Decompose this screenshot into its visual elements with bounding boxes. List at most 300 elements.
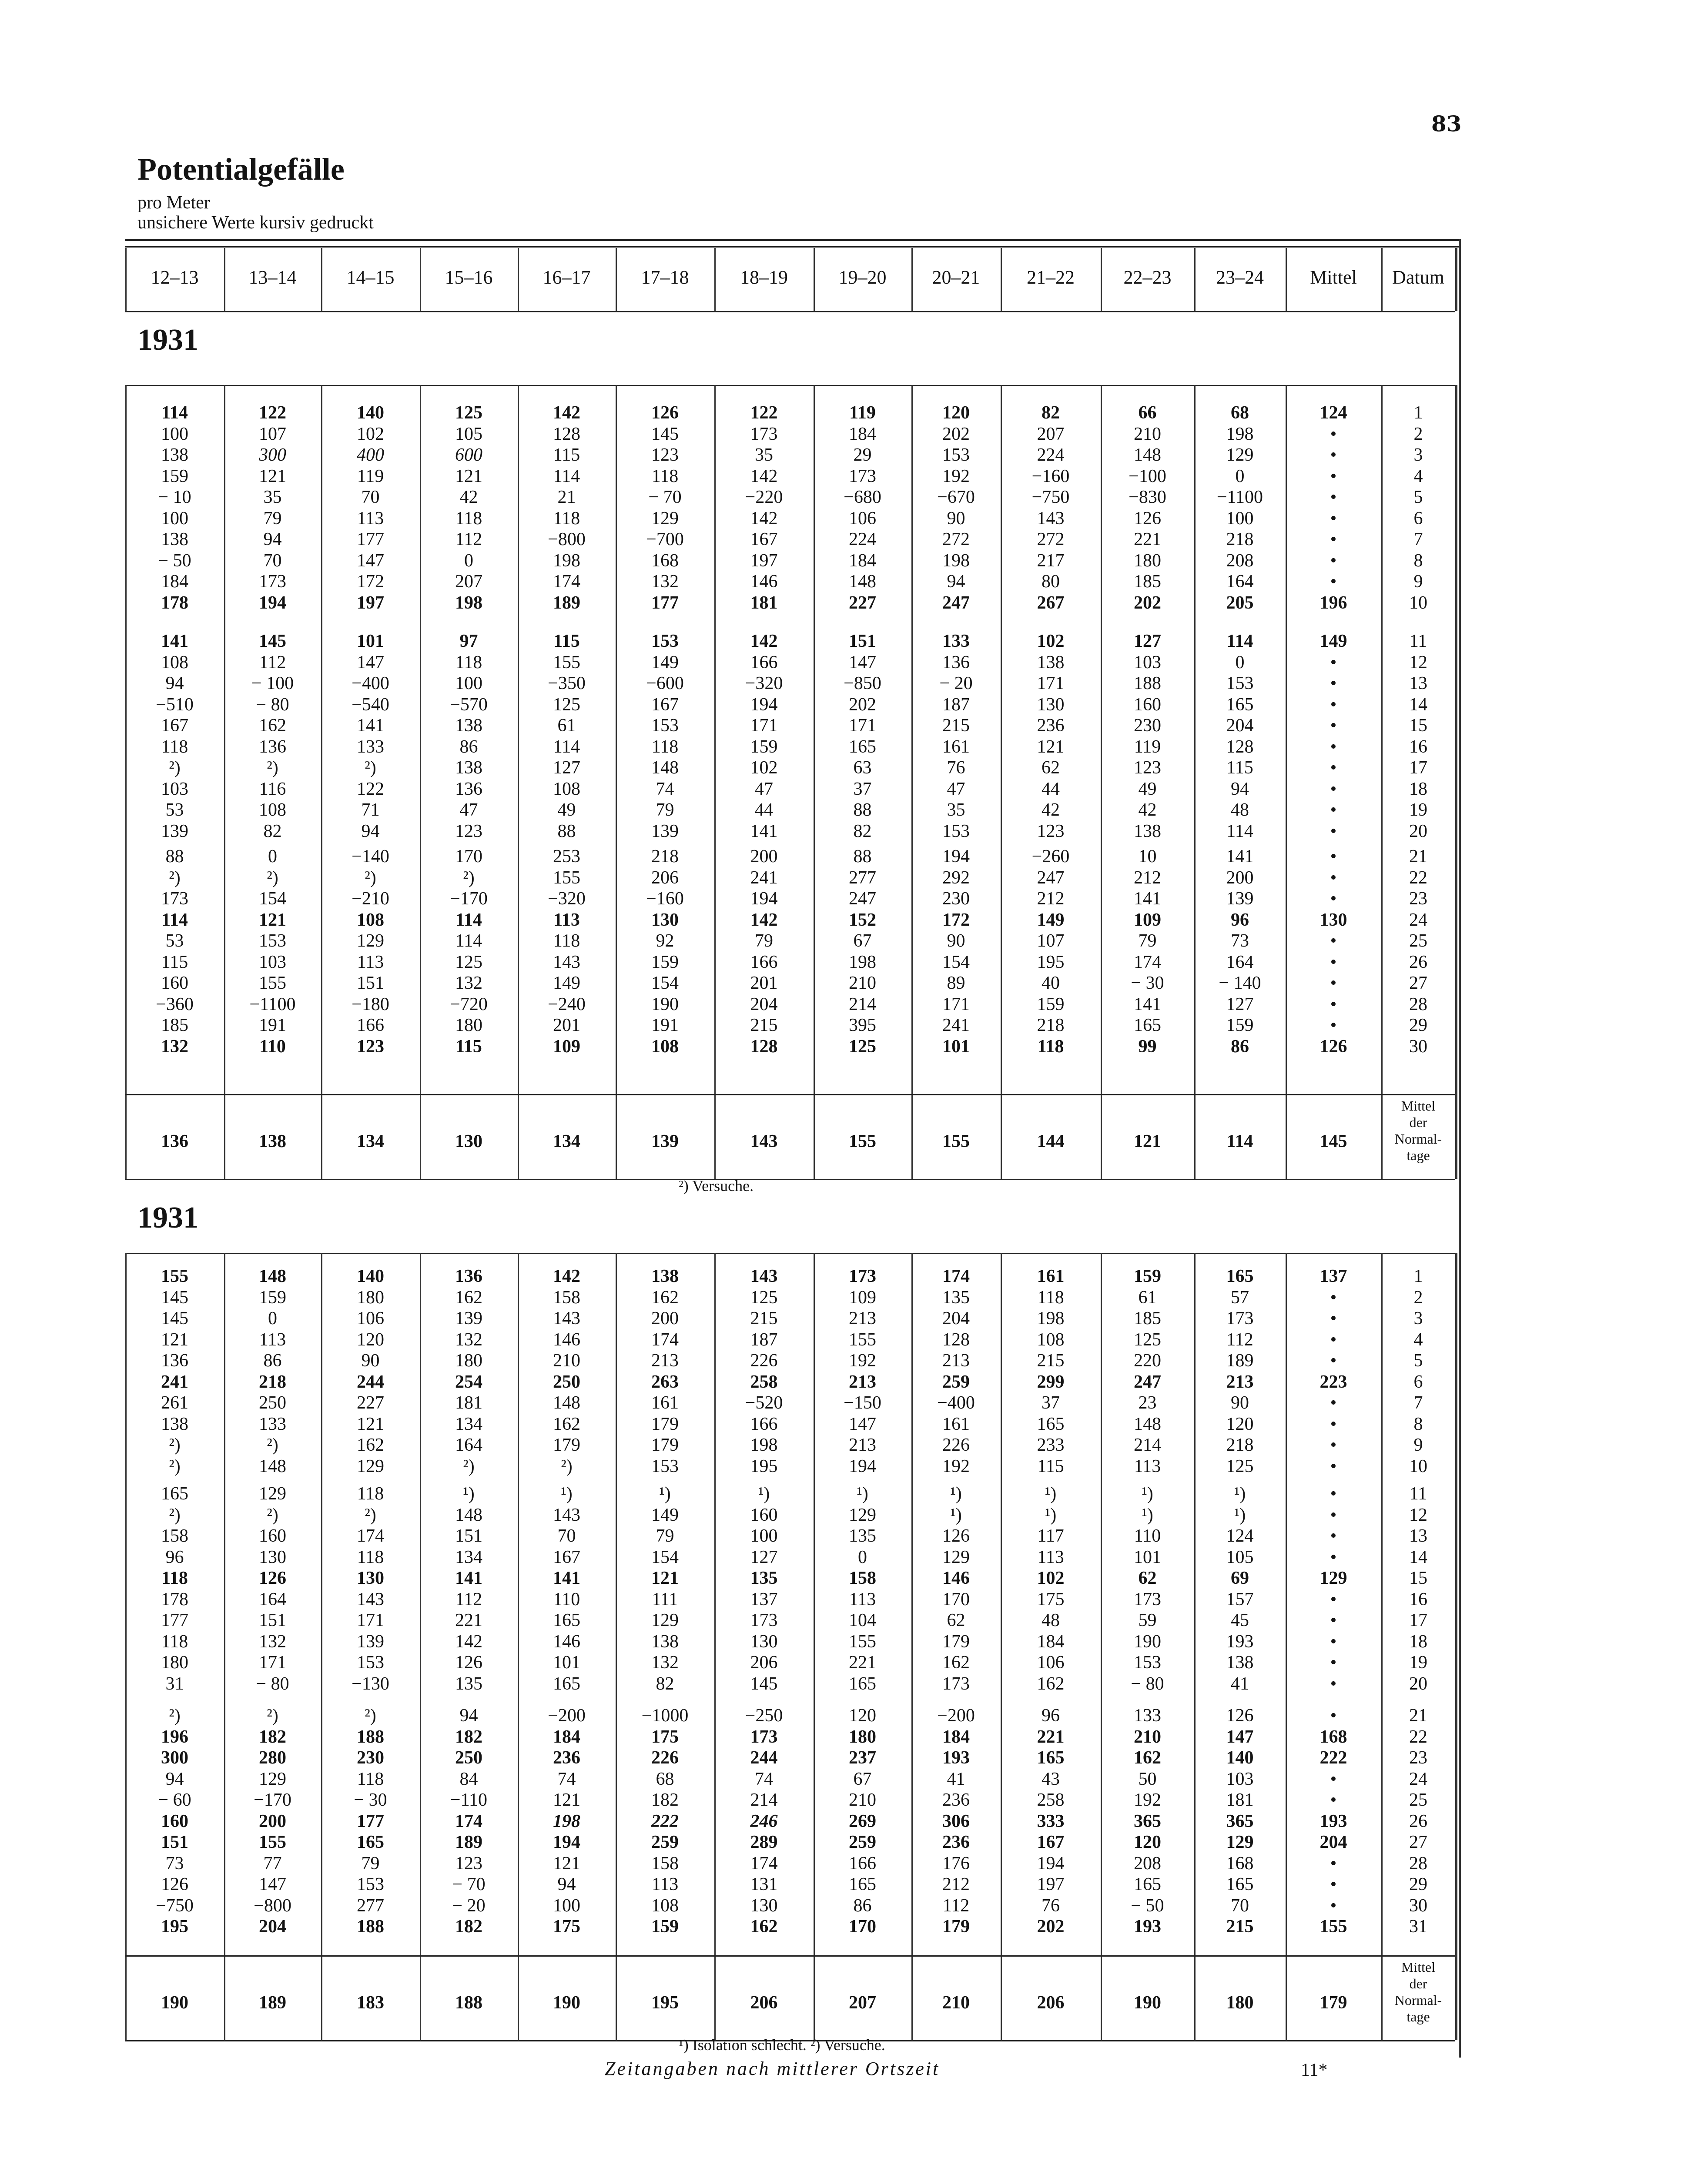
value-cell: 201 — [553, 1015, 580, 1035]
value-cell: 155 — [849, 1329, 876, 1350]
value-cell: 118 — [357, 1769, 384, 1789]
value-cell: 154 — [942, 952, 970, 972]
value-cell: 173 — [1226, 1308, 1254, 1328]
value-cell: ²) — [463, 1456, 475, 1476]
value-cell: 113 — [553, 910, 580, 930]
value-cell: 194 — [259, 592, 286, 613]
value-cell: 213 — [849, 1435, 876, 1455]
value-cell: 119 — [849, 403, 876, 423]
value-cell: 96 — [165, 1547, 184, 1567]
value-cell: 110 — [259, 1036, 286, 1057]
value-cell: 135 — [849, 1526, 876, 1546]
value-cell: 134 — [455, 1547, 482, 1567]
value-cell: 155 — [259, 1832, 286, 1852]
value-cell: 226 — [942, 1435, 970, 1455]
value-cell: 53 — [165, 931, 184, 951]
value-cell: 42 — [1138, 800, 1157, 820]
value-cell: 84 — [459, 1769, 478, 1789]
value-cell: 143 — [553, 952, 580, 972]
value-cell: 138 — [1134, 821, 1161, 841]
value-cell: 123 — [651, 445, 679, 465]
date-cell: 16 — [1409, 1589, 1427, 1610]
date-cell: 4 — [1413, 1329, 1423, 1350]
value-cell: 108 — [161, 652, 188, 673]
value-cell: ¹) — [758, 1484, 770, 1504]
value-cell: 204 — [942, 1308, 970, 1328]
date-cell: 17 — [1409, 1610, 1427, 1630]
value-cell: 162 — [357, 1435, 384, 1455]
value-cell: 121 — [1037, 736, 1065, 757]
mittel-cell: • — [1330, 1505, 1337, 1525]
value-cell: 139 — [455, 1308, 482, 1328]
value-cell: 198 — [942, 550, 970, 571]
value-cell: 137 — [750, 1589, 778, 1610]
value-cell: ²) — [365, 1706, 376, 1726]
value-cell: 174 — [942, 1266, 970, 1286]
value-cell: 215 — [942, 716, 970, 736]
value-cell: 140 — [357, 1266, 384, 1286]
value-cell: 115 — [455, 1036, 482, 1057]
table-rule — [125, 385, 1455, 386]
value-cell: 246 — [750, 1811, 778, 1831]
value-cell: 213 — [1226, 1372, 1254, 1392]
value-cell: 213 — [651, 1351, 679, 1371]
mittel-cell: • — [1330, 847, 1337, 867]
normal-day-mean: 134 — [553, 1131, 580, 1151]
value-cell: 118 — [651, 466, 679, 486]
value-cell: 126 — [161, 1874, 188, 1894]
value-cell: 300 — [161, 1748, 188, 1768]
value-cell: 600 — [455, 445, 482, 465]
value-cell: −150 — [844, 1393, 881, 1413]
mittel-cell: 193 — [1320, 1811, 1347, 1831]
table-rule — [125, 1253, 1455, 1254]
date-cell: 27 — [1409, 973, 1427, 993]
column-header: 23–24 — [1216, 267, 1264, 288]
column-header: 18–19 — [740, 267, 788, 288]
value-cell: 92 — [656, 931, 674, 951]
value-cell: 151 — [259, 1610, 286, 1630]
value-cell: 138 — [1037, 652, 1065, 673]
normal-day-mean: 190 — [161, 1993, 188, 2013]
value-cell: 204 — [750, 994, 778, 1014]
value-cell: 79 — [361, 1853, 380, 1874]
value-cell: 153 — [1226, 673, 1254, 693]
time-note: Zeitangaben nach mittlerer Ortszeit — [605, 2058, 940, 2079]
value-cell: 272 — [1037, 529, 1065, 549]
value-cell: 107 — [1037, 931, 1065, 951]
value-cell: 185 — [1134, 572, 1161, 592]
value-cell: 67 — [853, 931, 872, 951]
value-cell: 181 — [750, 592, 778, 613]
value-cell: 126 — [1134, 508, 1161, 529]
value-cell: 115 — [1226, 758, 1253, 778]
value-cell: 141 — [553, 1568, 580, 1588]
value-cell: 198 — [1037, 1308, 1065, 1328]
value-cell: −800 — [254, 1895, 291, 1916]
value-cell: 247 — [942, 592, 970, 613]
value-cell: 224 — [849, 529, 876, 549]
value-cell: 138 — [161, 1414, 188, 1434]
value-cell: −600 — [646, 673, 684, 693]
value-cell: −680 — [844, 487, 881, 507]
value-cell: 167 — [750, 529, 778, 549]
value-cell: 86 — [263, 1351, 282, 1371]
value-cell: 400 — [357, 445, 384, 465]
value-cell: 68 — [656, 1769, 674, 1789]
value-cell: 90 — [1231, 1393, 1249, 1413]
section-year: 1931 — [137, 323, 198, 357]
value-cell: 47 — [459, 800, 478, 820]
normal-day-mean: 189 — [259, 1993, 286, 2013]
value-cell: −220 — [745, 487, 783, 507]
value-cell: 61 — [557, 716, 576, 736]
value-cell: −800 — [548, 529, 586, 549]
value-cell: 88 — [853, 800, 872, 820]
value-cell: 112 — [942, 1895, 970, 1916]
right-border — [1459, 239, 1461, 2058]
value-cell: 120 — [1226, 1414, 1254, 1434]
date-cell: 9 — [1413, 1435, 1423, 1455]
value-cell: 170 — [942, 1589, 970, 1610]
value-cell: 148 — [1134, 445, 1161, 465]
value-cell: 200 — [750, 847, 778, 867]
value-cell: 236 — [942, 1832, 970, 1852]
value-cell: −510 — [156, 694, 194, 715]
value-cell: 160 — [750, 1505, 778, 1525]
value-cell: 151 — [357, 973, 384, 993]
value-cell: −750 — [156, 1895, 194, 1916]
normal-day-mean: 136 — [161, 1131, 188, 1151]
value-cell: 42 — [1042, 800, 1060, 820]
subtitle-note: unsichere Werte kursiv gedruckt — [137, 213, 374, 233]
table-rule — [125, 1094, 1455, 1095]
value-cell: 94 — [165, 673, 184, 693]
value-cell: 172 — [357, 572, 384, 592]
value-cell: 165 — [1134, 1874, 1161, 1894]
value-cell: 159 — [161, 466, 188, 486]
date-cell: 27 — [1409, 1832, 1427, 1852]
value-cell: 135 — [455, 1673, 482, 1694]
value-cell: 289 — [750, 1832, 778, 1852]
value-cell: 250 — [553, 1372, 580, 1392]
date-cell: 28 — [1409, 1853, 1427, 1874]
value-cell: 184 — [161, 572, 188, 592]
value-cell: 142 — [455, 1631, 482, 1652]
value-cell: 198 — [553, 550, 580, 571]
value-cell: 215 — [1226, 1917, 1254, 1937]
value-cell: 147 — [849, 1414, 876, 1434]
value-cell: 165 — [1226, 1266, 1254, 1286]
value-cell: 154 — [651, 973, 679, 993]
value-cell: 146 — [553, 1329, 580, 1350]
value-cell: 162 — [651, 1287, 679, 1308]
value-cell: ²) — [169, 1435, 181, 1455]
normal-day-mean: 145 — [1320, 1131, 1347, 1151]
value-cell: 161 — [942, 736, 970, 757]
value-cell: ²) — [169, 1456, 181, 1476]
value-cell: 155 — [553, 652, 580, 673]
mittel-label: Normal- — [1394, 1992, 1442, 2008]
value-cell: 127 — [553, 758, 580, 778]
value-cell: 149 — [1037, 910, 1065, 930]
value-cell: 147 — [357, 550, 384, 571]
value-cell: 109 — [1134, 910, 1161, 930]
value-cell: 50 — [1138, 1769, 1157, 1789]
value-cell: 210 — [553, 1351, 580, 1371]
value-cell: 178 — [161, 1589, 188, 1610]
mittel-cell: 129 — [1320, 1568, 1347, 1588]
value-cell: ²) — [267, 867, 278, 888]
value-cell: 134 — [455, 1414, 482, 1434]
value-cell: 140 — [1226, 1748, 1254, 1768]
value-cell: 218 — [651, 847, 679, 867]
value-cell: 254 — [455, 1372, 482, 1392]
value-cell: −570 — [450, 694, 488, 715]
value-cell: 136 — [161, 1351, 188, 1371]
value-cell: 0 — [858, 1547, 867, 1567]
value-cell: 86 — [853, 1895, 872, 1916]
value-cell: 206 — [750, 1653, 778, 1673]
value-cell: ²) — [365, 867, 376, 888]
value-cell: 153 — [259, 931, 286, 951]
value-cell: 159 — [259, 1287, 286, 1308]
mittel-cell: • — [1330, 1484, 1337, 1504]
value-cell: 395 — [849, 1015, 876, 1035]
mittel-cell: • — [1330, 1015, 1337, 1035]
value-cell: −360 — [156, 994, 194, 1014]
value-cell: 62 — [1138, 1568, 1157, 1588]
value-cell: 118 — [553, 508, 580, 529]
value-cell: 200 — [651, 1308, 679, 1328]
date-cell: 5 — [1413, 1351, 1423, 1371]
value-cell: 102 — [357, 424, 384, 444]
value-cell: 236 — [942, 1790, 970, 1810]
value-cell: 138 — [1226, 1653, 1254, 1673]
value-cell: 153 — [942, 445, 970, 465]
mittel-cell: • — [1330, 466, 1337, 486]
value-cell: ²) — [169, 1706, 181, 1726]
value-cell: 40 — [1042, 973, 1060, 993]
value-cell: 113 — [651, 1874, 679, 1894]
mittel-cell: 130 — [1320, 910, 1347, 930]
column-header: 13–14 — [248, 267, 297, 288]
value-cell: 164 — [1226, 572, 1254, 592]
mittel-cell: • — [1330, 1526, 1337, 1546]
value-cell: 202 — [1037, 1917, 1065, 1937]
value-cell: 165 — [849, 1874, 876, 1894]
value-cell: −830 — [1129, 487, 1166, 507]
value-cell: 164 — [1226, 952, 1254, 972]
date-cell: 18 — [1409, 779, 1427, 799]
value-cell: 135 — [942, 1287, 970, 1308]
mittel-cell: • — [1330, 572, 1337, 592]
value-cell: 119 — [1134, 736, 1161, 757]
normal-day-mean: 188 — [455, 1993, 482, 2013]
value-cell: 108 — [553, 779, 580, 799]
column-header: 16–17 — [543, 267, 591, 288]
value-cell: 132 — [651, 1653, 679, 1673]
value-cell: 178 — [161, 592, 188, 613]
value-cell: 94 — [1231, 779, 1249, 799]
value-cell: −110 — [450, 1790, 488, 1810]
normal-day-mean: 155 — [849, 1131, 876, 1151]
value-cell: 118 — [357, 1484, 384, 1504]
date-cell: 30 — [1409, 1036, 1427, 1057]
mittel-cell: • — [1330, 1874, 1337, 1894]
value-cell: ¹) — [659, 1484, 671, 1504]
value-cell: 146 — [942, 1568, 970, 1588]
value-cell: 224 — [1037, 445, 1065, 465]
table-rule — [125, 246, 1459, 248]
date-cell: 11 — [1409, 631, 1427, 651]
mittel-cell: • — [1330, 1351, 1337, 1371]
table-rule — [125, 1955, 1455, 1957]
value-cell: 126 — [651, 403, 679, 423]
value-cell: ²) — [267, 758, 278, 778]
value-cell: 138 — [161, 445, 188, 465]
column-header: 19–20 — [838, 267, 887, 288]
value-cell: 182 — [651, 1790, 679, 1810]
value-cell: 250 — [455, 1748, 482, 1768]
normal-day-mean: 210 — [942, 1993, 970, 2013]
value-cell: 107 — [259, 424, 286, 444]
value-cell: 138 — [455, 758, 482, 778]
value-cell: 79 — [656, 800, 674, 820]
value-cell: 198 — [849, 952, 876, 972]
normal-day-mean: 206 — [1037, 1993, 1065, 2013]
date-cell: 6 — [1413, 1372, 1423, 1392]
value-cell: 103 — [161, 779, 188, 799]
date-cell: 17 — [1409, 758, 1427, 778]
value-cell: 86 — [459, 736, 478, 757]
date-cell: 25 — [1409, 931, 1427, 951]
value-cell: 79 — [263, 508, 282, 529]
value-cell: 119 — [357, 466, 384, 486]
value-cell: 126 — [455, 1653, 482, 1673]
value-cell: 86 — [1231, 1036, 1249, 1057]
value-cell: 142 — [750, 631, 778, 651]
value-cell: 174 — [750, 1853, 778, 1874]
value-cell: 111 — [652, 1589, 678, 1610]
value-cell: 139 — [161, 821, 188, 841]
value-cell: 77 — [263, 1853, 282, 1874]
value-cell: 153 — [651, 631, 679, 651]
value-cell: 133 — [942, 631, 970, 651]
value-cell: 167 — [651, 694, 679, 715]
value-cell: ¹) — [561, 1484, 573, 1504]
value-cell: 198 — [455, 592, 482, 613]
value-cell: − 50 — [158, 550, 191, 571]
column-header: 22–23 — [1123, 267, 1172, 288]
value-cell: 45 — [1231, 1610, 1249, 1630]
value-cell: −170 — [450, 889, 488, 909]
value-cell: 99 — [1138, 1036, 1157, 1057]
value-cell: 108 — [651, 1036, 679, 1057]
value-cell: 43 — [1042, 1769, 1060, 1789]
date-cell: 26 — [1409, 1811, 1427, 1831]
value-cell: 167 — [1037, 1832, 1065, 1852]
value-cell: 222 — [651, 1811, 679, 1831]
value-cell: − 60 — [158, 1790, 191, 1810]
value-cell: 129 — [651, 1610, 679, 1630]
date-cell: 24 — [1409, 910, 1427, 930]
value-cell: 174 — [553, 572, 580, 592]
value-cell: 127 — [1226, 994, 1254, 1014]
value-cell: 188 — [357, 1727, 384, 1747]
value-cell: 148 — [259, 1456, 286, 1476]
value-cell: 118 — [161, 1631, 188, 1652]
value-cell: 155 — [161, 1266, 188, 1286]
value-cell: ¹) — [1142, 1484, 1153, 1504]
value-cell: −130 — [352, 1673, 389, 1694]
value-cell: 173 — [259, 572, 286, 592]
value-cell: 59 — [1138, 1610, 1157, 1630]
value-cell: 129 — [259, 1769, 286, 1789]
normal-day-mean: 180 — [1226, 1993, 1254, 2013]
value-cell: 82 — [1042, 403, 1060, 423]
value-cell: ¹) — [1045, 1484, 1057, 1504]
value-cell: 116 — [259, 779, 286, 799]
date-cell: 24 — [1409, 1769, 1427, 1789]
value-cell: 153 — [942, 821, 970, 841]
value-cell: 122 — [259, 403, 286, 423]
value-cell: 132 — [161, 1036, 188, 1057]
date-cell: 16 — [1409, 736, 1427, 757]
value-cell: 292 — [942, 867, 970, 888]
value-cell: 191 — [651, 1015, 679, 1035]
value-cell: 128 — [942, 1329, 970, 1350]
value-cell: 118 — [455, 652, 482, 673]
value-cell: 90 — [947, 931, 965, 951]
table-rule — [125, 1179, 1455, 1180]
value-cell: 365 — [1226, 1811, 1254, 1831]
value-cell: 148 — [651, 758, 679, 778]
value-cell: 333 — [1037, 1811, 1065, 1831]
value-cell: ²) — [169, 1505, 181, 1525]
value-cell: 101 — [1134, 1547, 1161, 1567]
value-cell: 141 — [1226, 847, 1254, 867]
column-header: Mittel — [1310, 267, 1357, 288]
value-cell: 70 — [361, 487, 380, 507]
value-cell: 151 — [161, 1832, 188, 1852]
value-cell: 35 — [755, 445, 773, 465]
value-cell: 162 — [259, 716, 286, 736]
value-cell: 166 — [750, 652, 778, 673]
value-cell: ¹) — [1234, 1484, 1246, 1504]
value-cell: 127 — [1134, 631, 1161, 651]
value-cell: − 50 — [1131, 1895, 1164, 1916]
value-cell: 114 — [1226, 631, 1253, 651]
column-header: 17–18 — [641, 267, 689, 288]
mittel-label: Mittel — [1401, 1098, 1436, 1114]
value-cell: 129 — [357, 1456, 384, 1476]
value-cell: 280 — [259, 1748, 286, 1768]
value-cell: − 30 — [354, 1790, 387, 1810]
value-cell: 258 — [1037, 1790, 1065, 1810]
value-cell: 185 — [161, 1015, 188, 1035]
mittel-cell: • — [1330, 1547, 1337, 1567]
value-cell: 207 — [455, 572, 482, 592]
value-cell: 165 — [357, 1832, 384, 1852]
value-cell: 113 — [357, 508, 384, 529]
value-cell: 74 — [755, 1769, 773, 1789]
value-cell: 277 — [849, 867, 876, 888]
value-cell: 218 — [1226, 529, 1254, 549]
value-cell: 125 — [455, 403, 482, 423]
value-cell: − 80 — [256, 1673, 289, 1694]
value-cell: 184 — [849, 550, 876, 571]
